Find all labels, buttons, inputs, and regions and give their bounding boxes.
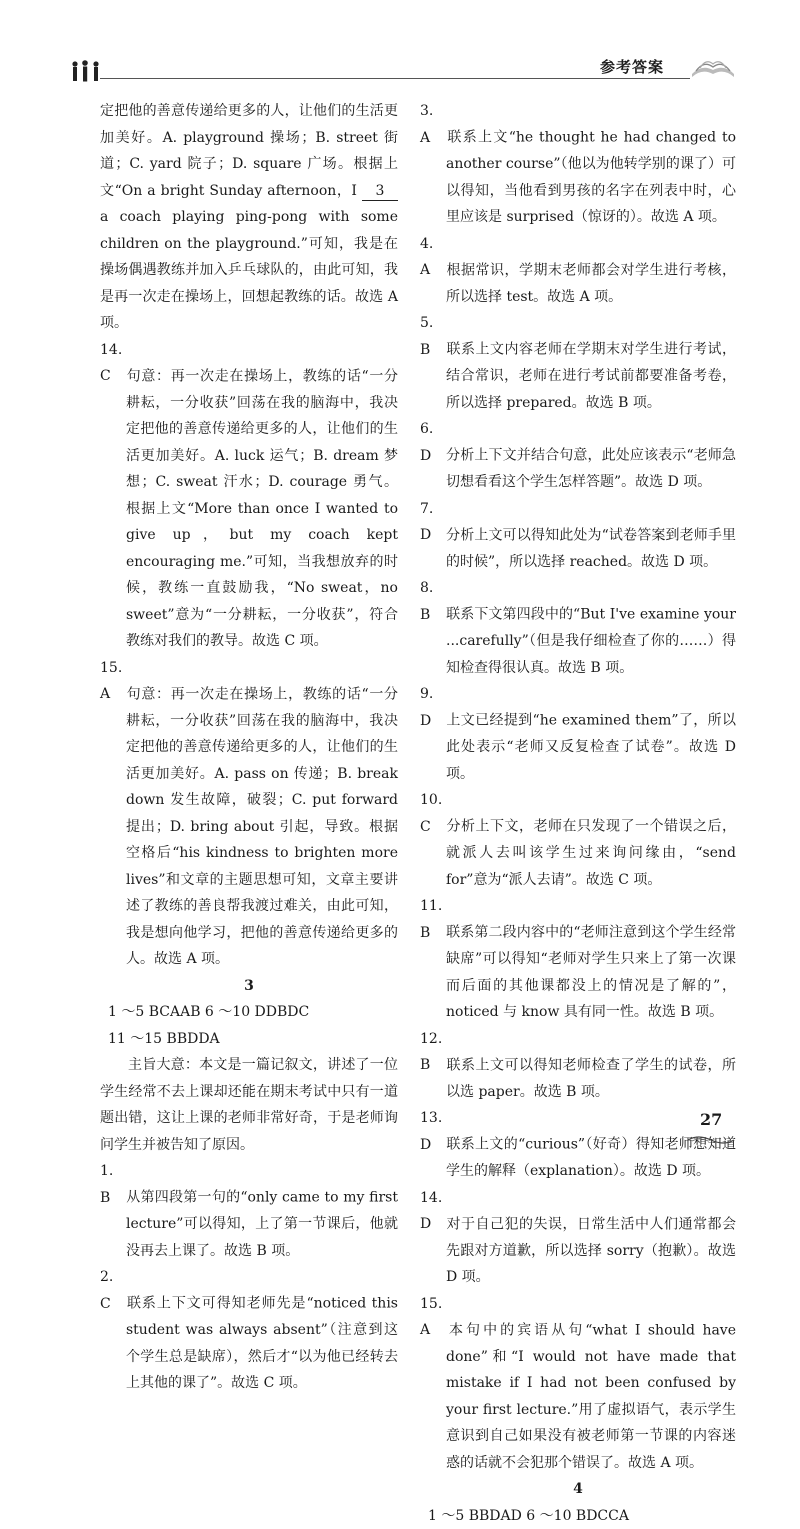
page-number: 27 bbox=[700, 1110, 722, 1129]
answer-13: 13. D 联系上文的“curious”（好奇）得知老师想知道学生的解释（explanation）。故选 D 项。 bbox=[420, 1105, 736, 1185]
main-idea: 主旨大意：本文是一篇记叙文，讲述了一位学生经常不去上课却还能在期末考试中只有一道题出错，这让上课的老师非常好奇，于是老师询问学生并被告知了原因。 bbox=[100, 1052, 398, 1158]
page-header bbox=[0, 0, 800, 90]
answer-2: 2. C 联系上下文可得知老师先是“noticed this student was always absent”（注意到这个学生总是缺席），然后才“以为他已经转去上其他的课了”。故选 C 项。 bbox=[100, 1264, 398, 1397]
q13-continuation: 定把他的善意传递给更多的人，让他们的生活更加美好。A. playground 操场；B. street 街道；C. yard 院子；D. square 广场。根据上文“On a bright Sunday afternoon，I 3 a coach playing ping-pong with some children on the playground.”可知，我是在操场偶遇教练并加入乒乓球队的，由此可知，我是再一次走在操场上，回想起教练的话。故选 A 项。 bbox=[100, 98, 398, 337]
answer-4: 4. A 根据常识，学期末老师都会对学生进行考核，所以选择 test。故选 A 项。 bbox=[420, 231, 736, 311]
section-heading-4: 4 bbox=[420, 1476, 736, 1503]
answer-6: 6. D 分析上下文并结合句意，此处应该表示“老师急切想看看这个学生怎样答题”。故选 D 项。 bbox=[420, 416, 736, 496]
answer-14: 14. D 对于自己犯的失误，日常生活中人们通常都会先跟对方道歉，所以选择 sorry（抱歉）。故选 D 项。 bbox=[420, 1185, 736, 1291]
section-heading-3: 3 bbox=[100, 973, 398, 1000]
answer-keys-11-15: 11 ～15 BBDDA bbox=[100, 1026, 398, 1053]
answer-7: 7. D 分析上文可以得知此处为“试卷答案到老师手里的时候”，所以选择 reached。故选 D 项。 bbox=[420, 496, 736, 576]
right-column bbox=[420, 98, 736, 1529]
open-book-icon bbox=[690, 54, 736, 80]
answer-1: 1. B 从第四段第一句的“only came to my first lecture”可以得知，上了第一节课后，他就没再去上课了。故选 B 项。 bbox=[100, 1158, 398, 1264]
answer-11: 11. B 联系第二段内容中的“老师注意到这个学生经常缺席”可以得知“老师对学生只来上了第一次课而后面的其他课都没上的情况是了解的”，noticed 与 know 具有同一性。故选 B 项。 bbox=[420, 893, 736, 1026]
header-rule bbox=[100, 78, 690, 79]
answer-10: 10. C 分析上下文，老师在只发现了一个错误之后，就派人去叫该学生过来询问缘由，“send for”意为“派人去请”。故选 C 项。 bbox=[420, 787, 736, 893]
answer-keys-1-10: 1 ～5 BCAAB 6 ～10 DDBDC bbox=[100, 999, 398, 1026]
answer-14: 14. C 句意：再一次走在操场上，教练的话“一分耕耘，一分收获”回荡在我的脑海中，我决定把他的善意传递给更多的人，让他们的生活更加美好。A. luck 运气；B. dream 梦想；C. sweat 汗水；D. courage 勇气。根据上文“More than once I wanted to give up，but my coach kept encouraging me.”可知，当我想放弃的时候，教练一直鼓励我，“No sweat，no sweet”意为“一分耕耘，一分收获”，符合教练对我们的教导。故选 C 项。 bbox=[100, 337, 398, 655]
flourish-ornament-icon bbox=[686, 1134, 736, 1146]
answer-keys-1-10-sec4: 1 ～5 BBDAD 6 ～10 BDCCA bbox=[420, 1503, 736, 1529]
answer-15: 15. A 本句中的宾语从句“what I should have done”和“I would not have made that mistake if I had not been confused by your first lecture.”用了虚拟语气，表示学生意识到自己如果没有被老师第一节课的内容迷惑的话就不会犯那个错误了。故选 A 项。 bbox=[420, 1291, 736, 1477]
answer-12: 12. B 联系上文可以得知老师检查了学生的试卷，所以选 paper。故选 B 项。 bbox=[420, 1026, 736, 1106]
answer-3: 3. A 联系上文“he thought he had changed to another course”（他以为他转学别的课了）可以得知，当他看到男孩的名字在列表中时，心里应该是 surprised（惊讶的）。故选 A 项。 bbox=[420, 98, 736, 231]
answer-5: 5. B 联系上文内容老师在学期末对学生进行考试，结合常识，老师在进行考试前都要准备考卷，所以选择 prepared。故选 B 项。 bbox=[420, 310, 736, 416]
answer-8: 8. B 联系下文第四段中的“But I've examine your ...carefully”（但是我仔细检查了你的……）得知检查得很认真。故选 B 项。 bbox=[420, 575, 736, 681]
answer-15: 15. A 句意：再一次走在操场上，教练的话“一分耕耘，一分收获”回荡在我的脑海中，我决定把他的善意传递给更多的人，让他们的生活更加美好。A. pass on 传递；B. break down 发生故障，破裂；C. put forward 提出；D. bring about 引起，导致。根据空格后“his kindness to brighten more lives”和文章的主题思想可知，文章主要讲述了教练的善良帮我渡过难关，由此可知，我是想向他学习，把他的善意传递给更多的人。故选 A 项。 bbox=[100, 655, 398, 973]
answer-9: 9. D 上文已经提到“he examined them”了，所以此处表示“老师又反复检查了试卷”。故选 D 项。 bbox=[420, 681, 736, 787]
header-title: 参考答案 bbox=[600, 56, 664, 77]
left-column bbox=[100, 98, 398, 1397]
blank-3: 3 bbox=[362, 182, 398, 201]
